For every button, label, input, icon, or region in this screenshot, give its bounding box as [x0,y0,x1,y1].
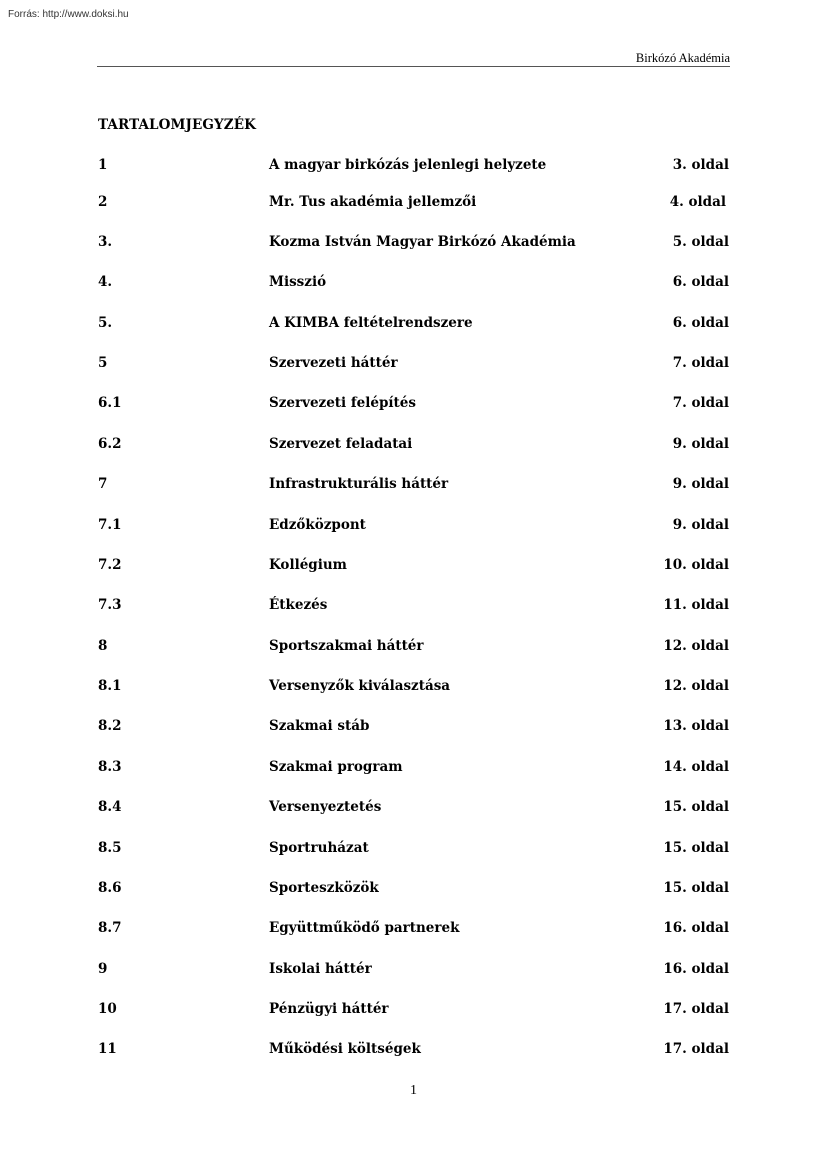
toc-entry-number: 7.1 [98,517,122,533]
toc-entry[interactable] [98,1041,730,1061]
toc-entry-title: Szervezeti felépítés [269,395,416,411]
toc-entry-title: A magyar birkózás jelenlegi helyzete [269,157,547,173]
toc-entry-title: Mr. Tus akadémia jellemzői [269,194,477,210]
toc-entry-page: 16. oldal [663,920,729,936]
toc-entry-title: Sportszakmai háttér [269,638,424,654]
toc-entry[interactable] [98,638,730,658]
toc-entry-number: 1 [98,157,108,173]
toc-entry-page: 17. oldal [663,1041,729,1057]
toc-entry-title: Infrastrukturális háttér [269,476,449,492]
toc-entry-title: Iskolai háttér [269,961,372,977]
toc-entry-page: 9. oldal [672,476,729,492]
toc-entry-number: 10 [98,1001,117,1017]
toc-entry-number: 7.2 [98,557,122,573]
toc-entry[interactable] [98,274,730,294]
running-header: Birkózó Akadémia [635,51,730,65]
toc-entry-page: 7. oldal [672,355,729,371]
toc-entry-number: 5 [98,355,108,371]
toc-entry-page: 7. oldal [672,395,729,411]
toc-entry[interactable] [98,920,730,940]
toc-entry-title: Szervezeti háttér [269,355,398,371]
toc-entry-page: 6. oldal [672,315,729,331]
toc-entry-number: 8.3 [98,759,122,775]
toc-entry-number: 7 [98,476,108,492]
toc-entry-page: 5. oldal [672,234,729,250]
toc-entry-title: Kozma István Magyar Birkózó Akadémia [269,234,576,250]
toc-entry[interactable] [98,557,730,577]
toc-entry-title: Szakmai program [269,759,403,775]
toc-entry-number: 6.1 [98,395,122,411]
source-url-line: Forrás: http://www.doksi.hu [8,9,129,20]
toc-entry[interactable] [98,597,730,617]
toc-entry-number: 5. [98,315,113,331]
toc-entry-number: 7.3 [98,597,122,613]
toc-entry-number: 2 [98,194,108,210]
toc-entry[interactable] [98,194,727,214]
toc-entry[interactable] [98,436,730,456]
toc-entry-number: 8.2 [98,718,122,734]
toc-entry-page: 6. oldal [672,274,729,290]
toc-entry-title: Edzőközpont [269,517,366,533]
toc-entry-page: 13. oldal [663,718,729,734]
toc-entry[interactable] [98,395,730,415]
toc-entry-title: Sporteszközök [269,880,379,896]
toc-entry-number: 8.4 [98,799,122,815]
toc-entry-page: 11. oldal [663,597,729,613]
toc-entry-page: 14. oldal [663,759,729,775]
toc-entry-title: Szervezet feladatai [269,436,413,452]
toc-entry[interactable] [98,759,730,779]
toc-entry-page: 15. oldal [663,799,729,815]
toc-entry-page: 15. oldal [663,880,729,896]
toc-entry-number: 8.1 [98,678,122,694]
toc-entry-title: Versenyzők kiválasztása [269,678,451,694]
toc-entry-page: 4. oldal [669,194,726,210]
toc-entry-number: 8.5 [98,840,122,856]
toc-entry[interactable] [98,880,730,900]
toc-entry[interactable] [98,355,730,375]
toc-entry-number: 8.6 [98,880,122,896]
toc-entry[interactable] [98,718,730,738]
toc-entry-title: Pénzügyi háttér [269,1001,389,1017]
toc-entry-number: 11 [98,1041,117,1057]
toc-entry-title: Szakmai stáb [269,718,370,734]
toc-entry-page: 9. oldal [672,517,729,533]
toc-entry-page: 12. oldal [663,638,729,654]
toc-entry-title: Versenyeztetés [269,799,382,815]
toc-entry-number: 4. [98,274,113,290]
toc-entry-number: 3. [98,234,113,250]
header-divider [97,66,730,67]
toc-entry-title: Kollégium [269,557,347,573]
toc-entry-number: 8.7 [98,920,122,936]
toc-entry-page: 3. oldal [672,157,729,173]
toc-entry[interactable] [98,234,730,254]
toc-entry-page: 10. oldal [663,557,729,573]
toc-entry-title: Étkezés [269,597,328,613]
toc-entry-title: Működési költségek [269,1041,421,1057]
toc-entry-number: 9 [98,961,108,977]
toc-entry-page: 15. oldal [663,840,729,856]
toc-entry-page: 9. oldal [672,436,729,452]
toc-entry[interactable] [98,678,730,698]
toc-entry-page: 12. oldal [663,678,729,694]
page-number: 1 [410,1083,417,1098]
toc-entry[interactable] [98,961,730,981]
toc-entry-title: A KIMBA feltételrendszere [269,315,473,331]
toc-entry[interactable] [98,315,730,335]
toc-entry-title: Sportruházat [269,840,369,856]
toc-entry[interactable] [98,517,730,537]
toc-entry-number: 8 [98,638,108,654]
toc-entry[interactable] [98,1001,730,1021]
toc-entry[interactable] [98,476,730,496]
toc-entry-number: 6.2 [98,436,122,452]
toc-entry-page: 16. oldal [663,961,729,977]
toc-entry-title: Misszió [269,274,327,290]
toc-entry-page: 17. oldal [663,1001,729,1017]
toc-entry[interactable] [98,157,730,177]
toc-entry[interactable] [98,840,730,860]
toc-entry[interactable] [98,799,730,819]
toc-title: TARTALOMJEGYZÉK [98,117,256,133]
toc-entry-title: Együttműködő partnerek [269,920,460,936]
